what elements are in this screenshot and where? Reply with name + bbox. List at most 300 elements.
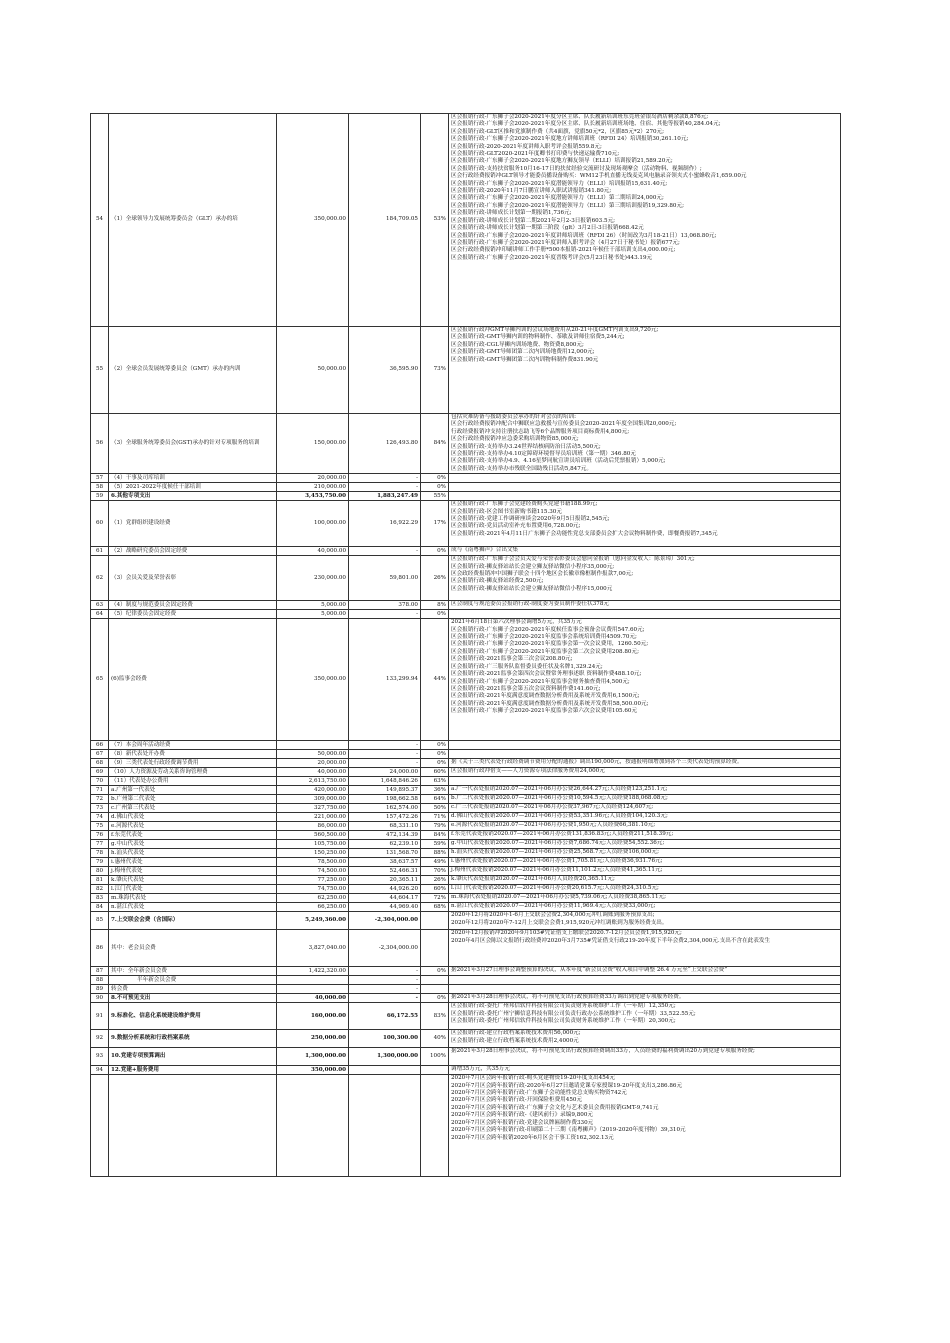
remark-line: 2020年7月区会跨年报销行政-广东狮子会功能性党总支购买物资742元	[451, 1090, 627, 1097]
item-name-cell: b.广州第二代表处	[109, 795, 277, 804]
remark-line: 区会报销行政-支持举办4.9、4.16星梦同航宣讲员培训班（活动后凭票报销）5,000元;	[451, 458, 666, 465]
actual-spend-cell: 44,604.17	[349, 894, 421, 903]
execution-rate-cell: 26%	[421, 876, 449, 885]
row-number-cell: 68	[91, 759, 109, 768]
remark-line: 区会报销行政-2021监事会第五次会议资料制作费141.60元;	[451, 685, 601, 692]
item-name-cell: n.湛江代表处	[109, 903, 277, 912]
row-number-cell: 92	[91, 1030, 109, 1048]
item-name-cell: （4）制度与规范委员会固定经费	[109, 601, 277, 610]
actual-spend-cell: 38,637.57	[349, 858, 421, 867]
row-number-cell: 77	[91, 840, 109, 849]
row-number-cell: 81	[91, 876, 109, 885]
remark-line: 区会报销行政-GMT导狮团第二次内训物料制作费831.90元	[451, 356, 599, 363]
budget-cell: 560,500.00	[277, 831, 349, 840]
remark-line: b.广二代表处报销2020.07—2021年06月办公费10,594.5元;人员经费188,068.08元;	[451, 795, 668, 802]
remark-line: 区会行政经费报销冲印刷讲师工作手册*500本报销-2021年候任干部培训支出4,000.00元;	[451, 247, 676, 254]
remark-line: 成与《南粤狮声》合出文集	[451, 547, 519, 554]
actual-spend-cell: -	[349, 759, 421, 768]
row-number-cell: 74	[91, 813, 109, 822]
row-number-cell: 56	[91, 414, 109, 474]
item-name-cell: （4）干事及司库培训	[109, 474, 277, 483]
remark-line: 区会报销行政-2021年4月11日广东狮子会功能性党总支部委员会扩大会议物料制作费，即餐费报销7,345元	[451, 530, 718, 537]
remark-line: 2020年7月区会跨年报销行政-开回保险柜费用450元	[451, 1097, 583, 1104]
item-name-cell: 7.上交联会会费（含国际）	[109, 912, 277, 930]
remark-line: 区会行政经费报销冲GLT领导才能委员播设备购买：WM12手机直播无线麦克风电脑录音领夹式小蜜蜂收音1,659.00元	[451, 173, 747, 180]
execution-rate-cell: 60%	[421, 768, 449, 777]
table-row	[91, 414, 841, 474]
budget-cell: 40,000.00	[277, 994, 349, 1003]
execution-rate-cell: 0%	[421, 610, 449, 619]
remark-line: 区会报销行政-广东狮子会2020-2021年度潜能领导力（ELLI）培训报销15,631.40元;	[451, 180, 668, 187]
execution-rate-cell: 84%	[421, 414, 449, 474]
table-row	[91, 885, 841, 894]
budget-cell: 5,000.00	[277, 601, 349, 610]
table-row	[91, 930, 841, 967]
table-row	[91, 912, 841, 930]
table-row	[91, 474, 841, 483]
budget-cell: 40,000.00	[277, 768, 349, 777]
actual-spend-cell: 157,472.26	[349, 813, 421, 822]
row-number-cell: 79	[91, 858, 109, 867]
row-number-cell: 60	[91, 501, 109, 547]
budget-cell: 3,453,750.00	[277, 492, 349, 501]
item-name-cell: c.广州第三代表处	[109, 804, 277, 813]
actual-spend-cell: 472,134.39	[349, 831, 421, 840]
row-number-cell: 88	[91, 976, 109, 985]
execution-rate-cell: 83%	[421, 1003, 449, 1030]
item-name-cell	[109, 1075, 277, 1177]
actual-spend-cell: -	[349, 967, 421, 976]
row-number-cell: 58	[91, 483, 109, 492]
remarks-cell	[449, 1003, 841, 1030]
budget-cell: 420,000.00	[277, 786, 349, 795]
table-row	[91, 750, 841, 759]
item-name-cell: g.中山代表处	[109, 840, 277, 849]
execution-rate-cell	[421, 912, 449, 930]
execution-rate-cell	[421, 1075, 449, 1177]
remarks-cell	[449, 1066, 841, 1075]
remark-line: 区会报销行政-广东狮子会2020-2021年度分区主席、队长履新培训班东莞班金银岛酒店剩余款8,876元;	[451, 114, 709, 120]
item-name-cell: d.佛山代表处	[109, 813, 277, 822]
actual-spend-cell	[349, 1075, 421, 1177]
remarks-cell	[449, 741, 841, 750]
table-row	[91, 327, 841, 414]
remarks-cell	[449, 777, 841, 786]
remark-line: 区会报销行政-广东狮子会会员关爱与荣誉表彰委员会慰问金报销（慰问金发收人：陈景璋）301元;	[451, 556, 695, 563]
table-row	[91, 1048, 841, 1066]
row-number-cell: 75	[91, 822, 109, 831]
actual-spend-cell: 100,300.00	[349, 1030, 421, 1048]
table-row	[91, 849, 841, 858]
table-row	[91, 1003, 841, 1030]
row-number-cell: 89	[91, 985, 109, 994]
remark-line: 区会报销行政-狮友驿站站长会建立狮友驿站微信小程序35,000元;	[451, 563, 615, 570]
execution-rate-cell: 0%	[421, 547, 449, 556]
remark-line: 2020年7月区会跨年报销行政-2020年6月27日邀请党课专家授课19-20年度支出3,286.86元	[451, 1082, 683, 1089]
budget-cell: 74,500.00	[277, 867, 349, 876]
execution-rate-cell: 40%	[421, 1030, 449, 1048]
remark-line: 区会报销行政-建立行政档案系统技术费用56,000元;	[451, 1030, 581, 1037]
row-number-cell: 90	[91, 994, 109, 1003]
row-number-cell	[91, 1075, 109, 1177]
actual-spend-cell: 1,300,000.00	[349, 1048, 421, 1066]
remark-line: k.肇庆代表处报销2020.07—2021年06月人员经费20,365.11元;	[451, 876, 615, 883]
remark-line: 据《关于三类代表处行政经费调节费用分配的通报》调出190,000元，按通报明细增加到各个三类代表处的预算经费。	[451, 759, 743, 766]
remark-line: 区会报销行政-支持扶贫服务10月16-17日的扶贫经验交流研讨及现场观摩会（活动物料、视频制作）;	[451, 165, 702, 172]
row-number-cell: 73	[91, 804, 109, 813]
remark-line: i.惠州代表处报销2020.07—2021年06月办公费1,705.81元;人员经费36,931.76元;	[451, 858, 663, 865]
remarks-cell	[449, 858, 841, 867]
remark-line: 区会报销行政-广东狮子会2020-2021年度地方狮友领导（ELLI）培训报销21,589.20元;	[451, 158, 673, 165]
budget-cell: 1,300,000.00	[277, 1048, 349, 1066]
remark-line: 2020年12月将2020年1-6月上交联会会费2,304,000元冲红调账到服务预算支出;	[451, 912, 655, 919]
remarks-cell	[449, 867, 841, 876]
item-name-cell: （2）战略研究委员会固定经费	[109, 547, 277, 556]
actual-spend-cell: 36,595.90	[349, 327, 421, 414]
execution-rate-cell: 0%	[421, 750, 449, 759]
remark-line: 2020年7月区会跨年报销行政-党建会议牌匾制作费330元	[451, 1119, 594, 1126]
budget-cell: 230,000.00	[277, 556, 349, 601]
table-row	[91, 840, 841, 849]
budget-cell: 5,249,360.00	[277, 912, 349, 930]
remark-line: 行政经费报销冲支持注册扶志助飞等6个品牌服务项目商标费用4,800元;	[451, 428, 630, 435]
item-name-cell: （1）党群组织建设经费	[109, 501, 277, 547]
execution-rate-cell: 0%	[421, 994, 449, 1003]
item-name-cell: 8.不可预见支出	[109, 994, 277, 1003]
row-number-cell: 63	[91, 601, 109, 610]
item-name-cell: （9）三类代表处行政经费调节费用	[109, 759, 277, 768]
budget-cell: 62,250.00	[277, 894, 349, 903]
table-row	[91, 114, 841, 327]
row-number-cell: 61	[91, 547, 109, 556]
item-name-cell: h.汕头代表处	[109, 849, 277, 858]
item-name-cell: 其中：全年新会员会费	[109, 967, 277, 976]
item-name-cell: （7）本会周年活动经费	[109, 741, 277, 750]
remarks-cell	[449, 813, 841, 822]
remark-line: 区会报销行政-广东狮子会2020-2021年度监事会第一次会议费用，1260.50元;	[451, 641, 649, 648]
actual-spend-cell: 52,466.31	[349, 867, 421, 876]
remark-line: l.江门代表处报销2020.07—2021年06月办公费20,615.7元;人员经费24,310.5元;	[451, 885, 659, 892]
table-row	[91, 858, 841, 867]
expense-table	[90, 113, 841, 1177]
item-name-cell: （10）人力资源及劳动关系咨询管理费	[109, 768, 277, 777]
remarks-cell	[449, 501, 841, 547]
remarks-cell	[449, 840, 841, 849]
remarks-cell	[449, 849, 841, 858]
remark-line: 区会报销行政-广东狮子会2020-2021年度监事会系统培训费用4509.70元;	[451, 634, 637, 641]
remark-line: 区会报销行政-建立行政档案系统技术费用2,4000元	[451, 1037, 579, 1044]
remark-line: 区会报销行政-广东狮子会2020-2021年度讲师入职考评会（4月27日于秘书处）报销677元;	[451, 239, 680, 246]
remark-line: 2020年7月区会跨年报销行政-购买党建物资19-20年度支出454元	[451, 1075, 615, 1082]
item-name-cell: 其中：老会员会费	[109, 930, 277, 967]
row-number-cell: 55	[91, 327, 109, 414]
budget-cell: 100,000.00	[277, 501, 349, 547]
remark-line: 区会报销行政-广东狮子会2020-2021年度分区主席、队长履新培训班场地、住宿、其他等报销40,284.04元;	[451, 121, 721, 128]
budget-cell	[277, 741, 349, 750]
row-number-cell: 59	[91, 492, 109, 501]
remarks-cell	[449, 414, 841, 474]
remark-line: 区会报销行政冲借支——人力资源专项法律服务费用24,000元	[451, 768, 605, 775]
actual-spend-cell: -	[349, 985, 421, 994]
budget-cell: 50,000.00	[277, 750, 349, 759]
item-name-cell: （3）会员关爱及荣誉表彰	[109, 556, 277, 601]
execution-rate-cell: 53%	[421, 114, 449, 327]
remark-line: n.湛江代表处报销2020.07—2021年06月办公费11,969.4元;人员经费33,000元;	[451, 903, 656, 910]
remarks-cell	[449, 985, 841, 994]
remark-line: 区会报销行政-GMT导狮内训的物料制作、茶歇及讲师住宿费5,244元;	[451, 334, 625, 341]
remark-line: 区会行政经费报销冲应急委采购培训物资85,000元;	[451, 436, 579, 443]
table-row	[91, 813, 841, 822]
execution-rate-cell	[421, 985, 449, 994]
budget-cell: 309,000.00	[277, 795, 349, 804]
actual-spend-cell: -	[349, 610, 421, 619]
budget-cell: 160,000.00	[277, 1003, 349, 1030]
expense-table-body	[91, 114, 841, 1177]
item-name-cell: k.肇庆代表处	[109, 876, 277, 885]
remarks-cell	[449, 912, 841, 930]
remarks-cell	[449, 804, 841, 813]
actual-spend-cell: 44,926.20	[349, 885, 421, 894]
remark-line: 区会报销行政-广东狮子会党建经费购买党建书籍188.99元;	[451, 501, 598, 508]
remark-line: 区会行政经费报销冲配合中狮联应急救援与宣传委员会2020-2021年度全国集训20,000元;	[451, 421, 677, 428]
actual-spend-cell: 24,000.00	[349, 768, 421, 777]
remarks-cell	[449, 610, 841, 619]
remark-line: 区会报销行政-广东狮子会2020-2021年度监事会财务抽查费用4,500元;	[451, 678, 630, 685]
actual-spend-cell: 162,574.00	[349, 804, 421, 813]
remark-line: 区会报销行政-党员活动室补充布置费用6,728.00元;	[451, 523, 581, 530]
actual-spend-cell: 149,895.37	[349, 786, 421, 795]
execution-rate-cell: 0%	[421, 483, 449, 492]
execution-rate-cell	[421, 976, 449, 985]
item-name-cell: （8）新代表处开办费	[109, 750, 277, 759]
budget-cell	[277, 1075, 349, 1177]
row-number-cell: 84	[91, 903, 109, 912]
execution-rate-cell: 0%	[421, 474, 449, 483]
execution-rate-cell: 8%	[421, 601, 449, 610]
remark-line: f.东莞代表处报销2020.07—2021年06月办公费131,836.83元;人员经费211,518.39元;	[451, 831, 674, 838]
item-name-cell: f.东莞代表处	[109, 831, 277, 840]
remark-line: 区会报销行政-委托广州宁狮信息科技有限公司负责行政办公系统维护工作（一年期）33,522.55元;	[451, 1010, 696, 1017]
budget-cell: 86,000.00	[277, 822, 349, 831]
row-number-cell: 69	[91, 768, 109, 777]
remarks-cell	[449, 768, 841, 777]
remark-line: 区会报销行政-广东狮子会2020-2021年度潜能领导力（ELLI）第二期培训24,000元;	[451, 195, 664, 202]
budget-cell: 210,000.00	[277, 483, 349, 492]
row-number-cell: 83	[91, 894, 109, 903]
actual-spend-cell: -2,304,000.00	[349, 930, 421, 967]
remarks-cell	[449, 114, 841, 327]
remark-line: 区会报销行政-GLT2020-2021年度卿书打印费与快递运输费710元;	[451, 151, 620, 158]
actual-spend-cell: 68,331.10	[349, 822, 421, 831]
table-row	[91, 501, 841, 547]
remark-line: d.佛山代表处报销2020.07—2021年06月办公费53,351.96元;人员经费104,120.3元;	[451, 813, 668, 820]
execution-rate-cell: 79%	[421, 822, 449, 831]
actual-spend-cell: -	[349, 474, 421, 483]
execution-rate-cell: 71%	[421, 813, 449, 822]
remarks-cell	[449, 894, 841, 903]
item-name-cell: （5）2021-2022年度候任干部培训	[109, 483, 277, 492]
row-number-cell: 64	[91, 610, 109, 619]
table-row	[91, 759, 841, 768]
remark-line: 区会报销行政-广东狮子会2020-2021年度监事会第六次会议费用105.60元	[451, 708, 638, 715]
item-name-cell: 6.其他专项支出	[109, 492, 277, 501]
remark-line: 2020年12月将2020年7-12月上交联会会费1,915,920元冲红调账到为服务经费支出。	[451, 919, 668, 926]
row-number-cell: 65	[91, 619, 109, 741]
item-name-cell: e.河源代表处	[109, 822, 277, 831]
table-row	[91, 610, 841, 619]
remark-line: 2020年4月区会陈以文报销行政经费冲2020年3月735#凭证借支行政219-20年度下半年会费2,304,000元.支出不含在此表发生	[451, 937, 771, 944]
budget-cell: 74,750.00	[277, 885, 349, 894]
remarks-cell	[449, 795, 841, 804]
row-number-cell: 57	[91, 474, 109, 483]
remark-line: 2020年7月区会跨年报销行政-广东狮子会文化与艺术委员会费用报销GMT-9,741元	[451, 1104, 659, 1111]
budget-cell: 350,000.00	[277, 114, 349, 327]
remark-line: 区会报销行政-GMT导师团第二次内训场地费用12,000元;	[451, 349, 595, 356]
table-row	[91, 994, 841, 1003]
remarks-cell	[449, 1030, 841, 1048]
remark-line: 区会报销行政-区会图书室新购书籍115.30元	[451, 508, 562, 515]
budget-cell: 50,000.00	[277, 327, 349, 414]
actual-spend-cell: -	[349, 994, 421, 1003]
item-name-cell: （5）纪律委员会固定经费	[109, 610, 277, 619]
table-row	[91, 1075, 841, 1177]
table-row	[91, 985, 841, 994]
remark-line: g.中山代表处报销2020.07—2021年06月办公费7,686.74元;人员经费54,552.36元;	[451, 840, 665, 847]
remarks-cell	[449, 750, 841, 759]
actual-spend-cell: 131,568.70	[349, 849, 421, 858]
remark-line: 区会报销行政-广三服务队监督委员委任状及名牌1,329.24元;	[451, 663, 603, 670]
item-name-cell: i.惠州代表处	[109, 858, 277, 867]
remark-line: 区会报销行政-广东狮子会2020-2021年度地方讲师培训班（RFDI 24）培训报销30,261.10元;	[451, 136, 689, 143]
actual-spend-cell: -	[349, 976, 421, 985]
remark-line: c.广三代表处报销2020.07—2021年06月办公费37,967元;人员经费124,607元;	[451, 804, 654, 811]
budget-cell: 5,000.00	[277, 610, 349, 619]
remarks-cell	[449, 967, 841, 976]
actual-spend-cell: 16,922.29	[349, 501, 421, 547]
remark-line: 区会报销行政-广东狮子会2020-2021年度讲师培训班（RFDI 26）（时间改为3月18-21日）13,068.80元;	[451, 232, 717, 239]
budget-cell: 3,827,040.00	[277, 930, 349, 967]
remarks-cell	[449, 483, 841, 492]
actual-spend-cell: 378.00	[349, 601, 421, 610]
remark-line: 区会报销行政-GLT区推和党旗制作费（共4面旗，党旗50元*2，区旗85元*2）270元;	[451, 128, 665, 135]
row-number-cell: 80	[91, 867, 109, 876]
table-row	[91, 483, 841, 492]
remark-line: 区会报销行政-讲师成长计划第二期2021年2月2-3日报销603.5元;	[451, 217, 616, 224]
actual-spend-cell: -2,304,000.00	[349, 912, 421, 930]
row-number-cell: 94	[91, 1066, 109, 1075]
budget-cell: 20,000.00	[277, 474, 349, 483]
remarks-cell	[449, 831, 841, 840]
remarks-cell	[449, 994, 841, 1003]
item-name-cell: 12.党建+服务费用	[109, 1066, 277, 1075]
remark-line: 据2021年3月27日理事会调整预算的决议，从本年度“新会员会费”收入项目中调整 26.4 万元至“上交联会会费”	[451, 967, 728, 974]
table-row	[91, 786, 841, 795]
execution-rate-cell: 26%	[421, 556, 449, 601]
remark-line: 区会报销行政-广东狮子会2020-2021年度潜能领导力（ELLI）第三期培训报销19,329.80元;	[451, 202, 684, 209]
table-row	[91, 547, 841, 556]
remark-line: 区会报销行政-委托广州邦信软件科技有限公司负责财务系统维护工作（一年期）20,300元;	[451, 1018, 676, 1025]
budget-cell: 221,000.00	[277, 813, 349, 822]
remarks-cell	[449, 876, 841, 885]
row-number-cell: 76	[91, 831, 109, 840]
remark-line: 2020年7月区会跨年报销行政-《建风前行》录编9,800元	[451, 1112, 593, 1119]
table-row	[91, 876, 841, 885]
actual-spend-cell: 44,969.40	[349, 903, 421, 912]
item-name-cell: l.江门代表处	[109, 885, 277, 894]
table-row	[91, 822, 841, 831]
actual-spend-cell: 20,365.11	[349, 876, 421, 885]
actual-spend-cell: 62,239.10	[349, 840, 421, 849]
row-number-cell: 85	[91, 912, 109, 930]
row-number-cell: 72	[91, 795, 109, 804]
remark-line: 包括灾难防备与援助委员会承办的针对会员的培训:	[451, 414, 576, 420]
execution-rate-cell: 17%	[421, 501, 449, 547]
actual-spend-cell: 184,709.05	[349, 114, 421, 327]
remark-line: 区会报销行政-支持举办4.10定障碍环境督导员培训班（第一期）346.80元	[451, 451, 636, 458]
execution-rate-cell: 68%	[421, 903, 449, 912]
remark-line: 区会报销行政-2021监事会第四次会议暨常务理事述职 资料制作费488.10元;	[451, 671, 642, 678]
budget-cell: 1,422,320.00	[277, 967, 349, 976]
row-number-cell: 71	[91, 786, 109, 795]
remarks-cell	[449, 556, 841, 601]
execution-rate-cell: 0%	[421, 759, 449, 768]
remark-line: 区会制度与规范委员会报销行政-制度委为委员制作委任状378元	[451, 601, 610, 608]
budget-cell: 327,750.00	[277, 804, 349, 813]
actual-spend-cell: 126,493.80	[349, 414, 421, 474]
execution-rate-cell: 70%	[421, 867, 449, 876]
remark-line: 区会报销行政冲GMT导狮内训的会议场地费用从20-21年度GMT内训支出9,720元;	[451, 327, 659, 333]
actual-spend-cell: 66,172.55	[349, 1003, 421, 1030]
table-row	[91, 903, 841, 912]
table-row	[91, 777, 841, 786]
budget-cell: 40,000.00	[277, 547, 349, 556]
execution-rate-cell: 60%	[421, 885, 449, 894]
budget-cell: 150,250.00	[277, 849, 349, 858]
table-row	[91, 867, 841, 876]
remark-line: 区会报销行政-2021年度满意度调查数据分析费用及系统开发费用58,500.00元;	[451, 700, 649, 707]
remark-line: 区会政经费报销冲中国狮子联会十四个地区会长徽章像框制作报款7,00元;	[451, 571, 634, 578]
actual-spend-cell: 1,883,247.49	[349, 492, 421, 501]
remark-line: 据2021年3月28日理事会决议，将不可预见支出行政预算经费33万调出到党建专项服务经费。	[451, 994, 685, 1001]
row-number-cell: 67	[91, 750, 109, 759]
remark-line: 区会报销行政-2020年11月7日鹏宣讲师入职试讲报销341.80元;	[451, 188, 612, 195]
row-number-cell: 86	[91, 930, 109, 967]
budget-cell: 77,250.00	[277, 876, 349, 885]
item-name-cell: j.梅州代表处	[109, 867, 277, 876]
remarks-cell	[449, 601, 841, 610]
execution-rate-cell: 59%	[421, 840, 449, 849]
remark-line: h.汕头代表处报销2020.07—2021年06月办公费25,568.7元;人员经费106,000元;	[451, 849, 659, 856]
remark-line: 区会报销行政-广东狮子会2020-2021年度监事会第二次会议费用208.80元;	[451, 648, 639, 655]
actual-spend-cell: -	[349, 750, 421, 759]
table-row	[91, 1030, 841, 1048]
item-name-cell: （2）全球会员发展统筹委员会（GMT）承办的内训	[109, 327, 277, 414]
execution-rate-cell: 64%	[421, 795, 449, 804]
remark-line: 区会报销行政-广东狮子会2020-2021年度候任监事会预备会议费用547.60元;	[451, 626, 645, 633]
actual-spend-cell	[349, 1066, 421, 1075]
item-name-cell: (6)监事会经费	[109, 619, 277, 741]
budget-cell: 350,000.00	[277, 619, 349, 741]
budget-cell: 105,750.00	[277, 840, 349, 849]
remarks-cell	[449, 547, 841, 556]
budget-cell	[277, 976, 349, 985]
execution-rate-cell: 49%	[421, 858, 449, 867]
actual-spend-cell: 198,662.58	[349, 795, 421, 804]
execution-rate-cell	[421, 1066, 449, 1075]
execution-rate-cell: 44%	[421, 619, 449, 741]
remarks-cell	[449, 474, 841, 483]
table-row	[91, 894, 841, 903]
